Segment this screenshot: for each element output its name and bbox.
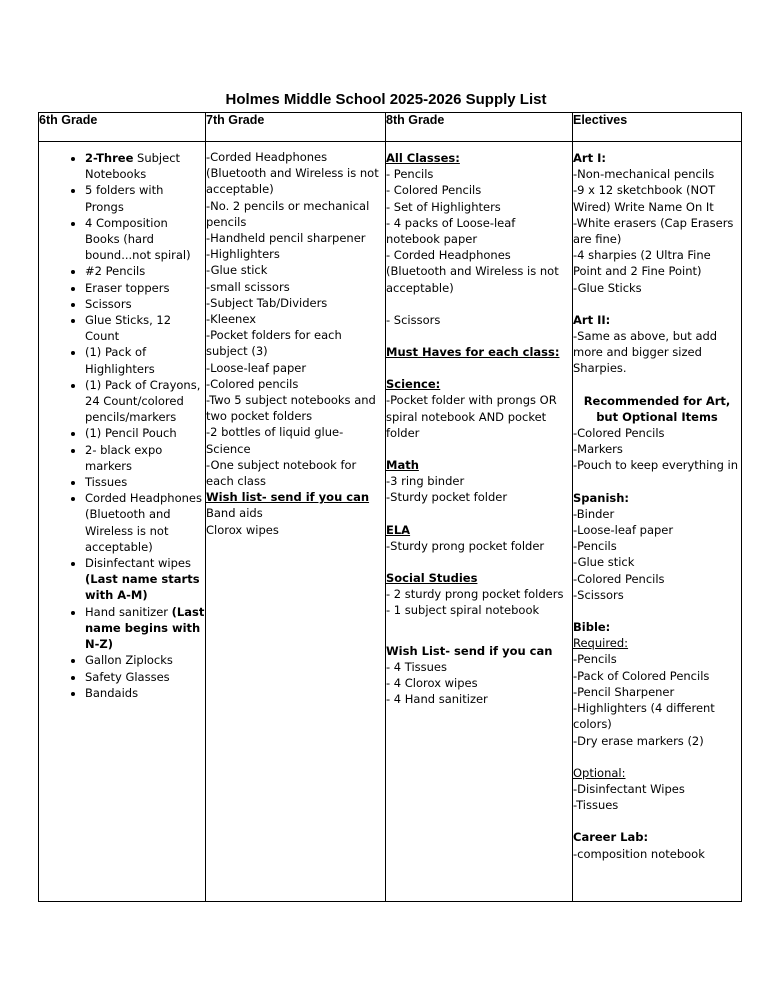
item-emphasis: 2-Three — [85, 151, 134, 165]
science-heading: Science: — [386, 377, 441, 392]
career-lab-heading: Career Lab: — [573, 830, 649, 845]
grade6-list — [39, 150, 205, 701]
item-text: 4 Composition Books (hard bound...not spiral) — [85, 215, 191, 263]
list-item — [85, 263, 205, 279]
list-item — [85, 555, 205, 604]
list-item — [85, 312, 205, 344]
list-item: -Markers — [573, 442, 623, 457]
ela-heading: ELA — [386, 522, 411, 537]
list-item: -Highlighters — [206, 247, 280, 262]
item-text: (1) Pack of Highlighters — [85, 345, 155, 376]
list-item — [85, 182, 205, 214]
list-item: -3 ring binder — [386, 474, 465, 489]
optional-heading: Optional: — [573, 765, 626, 780]
list-item — [85, 604, 205, 653]
art2-heading: Art II: — [573, 312, 611, 327]
list-item: - Colored Pencils — [386, 183, 482, 198]
list-item: - Pencils — [386, 167, 434, 182]
all-classes-heading: All Classes: — [386, 151, 460, 165]
list-item: -One subject notebook for each class — [206, 457, 360, 489]
list-item: -composition notebook — [573, 846, 705, 861]
item-text: Glue Sticks, 12 Count — [85, 313, 172, 344]
list-item — [85, 150, 205, 182]
list-item: -Corded Headphones (Bluetooth and Wireless is not acceptable) — [206, 150, 383, 197]
list-item: -Kleenex — [206, 312, 257, 327]
grade7-cell — [206, 142, 386, 902]
list-item — [85, 280, 205, 296]
item-text: Hand sanitizer — [85, 604, 172, 619]
list-item: -Pencils — [573, 652, 617, 667]
electives-cell — [573, 142, 742, 902]
must-haves-heading: Must Haves for each class: — [386, 345, 560, 360]
item-text: #2 Pencils — [85, 264, 146, 279]
list-item: -4 sharpies (2 Ultra Fine Point and 2 Fine Point) — [573, 248, 715, 279]
list-item: -White erasers (Cap Erasers are fine) — [573, 215, 738, 247]
item-text: Tissues — [85, 475, 128, 490]
list-item: -Colored Pencils — [573, 426, 665, 441]
item-text: Bandaids — [85, 685, 139, 700]
list-item — [85, 425, 205, 441]
recommended-heading: Recommended for Art, but Optional Items — [583, 393, 735, 424]
art1-heading: Art I: — [573, 151, 606, 165]
list-item: -Dry erase markers (2) — [573, 733, 704, 748]
list-item — [85, 669, 205, 685]
header-6th-grade: 6th Grade — [39, 113, 206, 142]
required-heading: Required: — [573, 636, 629, 651]
header-8th-grade: 8th Grade — [386, 113, 573, 142]
list-item: -Two 5 subject notebooks and two pocket folders — [206, 393, 380, 424]
list-item: -Non-mechanical pencils — [573, 167, 715, 182]
list-item: -Pack of Colored Pencils — [573, 668, 710, 683]
item-text: Disinfectant wipes — [85, 556, 191, 571]
list-item: - 4 Clorox wipes — [386, 676, 478, 691]
math-heading: Math — [386, 458, 419, 473]
list-item: -Scissors — [573, 587, 624, 602]
grade6-cell — [39, 142, 206, 902]
list-item: - Set of Highlighters — [386, 199, 501, 214]
list-item: -Highlighters (4 different colors) — [573, 701, 719, 732]
list-item — [85, 215, 205, 264]
list-item: -Glue Sticks — [573, 280, 642, 295]
list-item — [85, 377, 205, 426]
item-text: (1) Pack of Crayons, 24 Count/colored pencils/markers — [85, 377, 201, 425]
list-item: - 4 Tissues — [386, 659, 447, 674]
item-text: Corded Headphones (Bluetooth and Wireless is not acceptable) — [85, 491, 202, 554]
list-item — [85, 442, 205, 474]
spanish-heading: Spanish: — [573, 490, 630, 505]
page-title: Holmes Middle School 2025-2026 Supply List — [225, 91, 547, 108]
list-item — [85, 685, 205, 701]
list-item: -Sturdy prong pocket folder — [386, 538, 545, 553]
list-item: -Colored pencils — [206, 376, 299, 391]
list-item: -Disinfectant Wipes — [573, 781, 685, 796]
item-text: 2- black expo markers — [85, 442, 163, 473]
item-text: Gallon Ziplocks — [85, 653, 173, 668]
supply-table — [38, 112, 742, 902]
list-item: -Tissues — [573, 798, 619, 813]
item-emphasis: (Last name starts with A-M) — [85, 572, 200, 603]
wish-list-heading: Wish list- send if you can — [206, 490, 370, 505]
list-item: -Binder — [573, 506, 615, 521]
list-item: -2 bottles of liquid glue- Science — [206, 425, 347, 456]
list-item: -Loose-leaf paper — [573, 523, 674, 538]
list-item: -Glue stick — [573, 555, 635, 570]
list-item: Band aids — [206, 506, 263, 521]
item-text: Scissors — [85, 296, 132, 311]
list-item: -Same as above, but add more and bigger sized Sharpies. — [573, 329, 721, 376]
list-item: -9 x 12 sketchbook (NOT Wired) Write Name On It — [573, 183, 719, 214]
list-item: -Pencils — [573, 539, 617, 554]
list-item: -Pocket folder with prongs OR spiral notebook AND pocket folder — [386, 393, 561, 440]
list-item: - 1 subject spiral notebook — [386, 603, 540, 618]
list-item: Clorox wipes — [206, 522, 279, 537]
wish-list-heading: Wish List- send if you can — [386, 643, 553, 658]
item-text: (1) Pencil Pouch — [85, 426, 177, 441]
list-item: -No. 2 pencils or mechanical pencils — [206, 198, 373, 229]
header-row — [39, 113, 742, 142]
list-item: - 4 Hand sanitizer — [386, 692, 488, 707]
item-emphasis: (Last name begins with N-Z) — [85, 604, 205, 652]
item-text: Subject Notebooks — [85, 151, 181, 182]
content-row — [39, 142, 742, 902]
list-item: - 4 packs of Loose-leaf notebook paper — [386, 215, 520, 247]
list-item: -Handheld pencil sharpener — [206, 231, 366, 246]
list-item — [85, 344, 205, 376]
item-text: Safety Glasses — [85, 669, 170, 684]
bible-heading: Bible: — [573, 620, 611, 635]
list-item: - Corded Headphones (Bluetooth and Wireless is not acceptable) — [386, 248, 563, 295]
list-item: -Glue stick — [206, 263, 268, 278]
list-item: -Loose-leaf paper — [206, 360, 307, 375]
social-studies-heading: Social Studies — [386, 571, 478, 586]
list-item: -Subject Tab/Dividers — [206, 295, 328, 310]
list-item — [85, 490, 205, 555]
list-item: -small scissors — [206, 279, 290, 294]
item-text: Eraser toppers — [85, 280, 170, 295]
list-item: -Pocket folders for each subject (3) — [206, 328, 346, 359]
header-electives: Electives — [573, 113, 742, 142]
list-item: -Pencil Sharpener — [573, 684, 675, 699]
header-7th-grade: 7th Grade — [206, 113, 386, 142]
item-text: 5 folders with Prongs — [85, 183, 164, 214]
list-item: -Pouch to keep everything in — [573, 458, 739, 473]
list-item: -Sturdy pocket folder — [386, 490, 508, 505]
grade8-cell — [386, 142, 573, 902]
list-item — [85, 652, 205, 668]
list-item — [85, 296, 205, 312]
list-item — [85, 474, 205, 490]
list-item: - 2 sturdy prong pocket folders — [386, 587, 564, 602]
list-item: -Colored Pencils — [573, 571, 665, 586]
list-item: - Scissors — [386, 312, 441, 327]
